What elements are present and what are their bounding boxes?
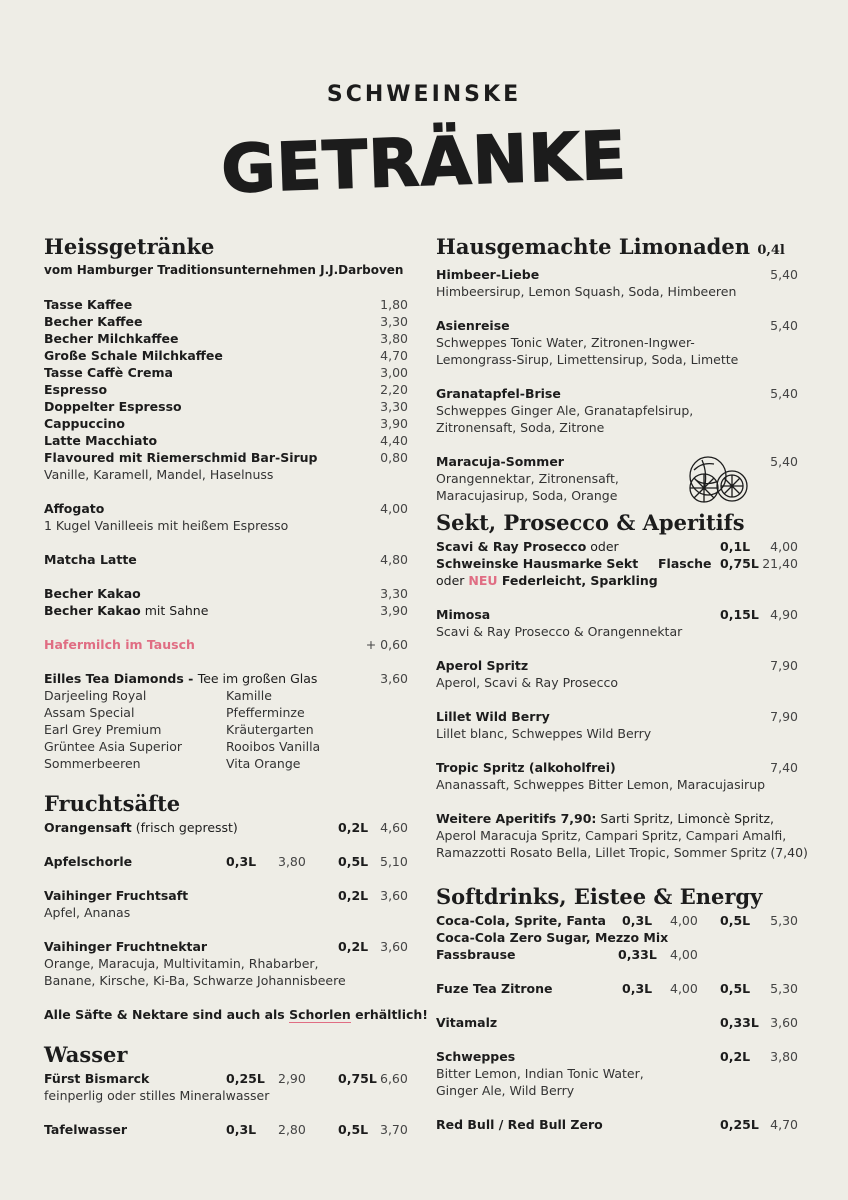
- menu-item: Asienreise 5,40: [436, 318, 798, 333]
- tea-variety: Vita Orange: [226, 756, 301, 771]
- item-desc: Himbeersirup, Lemon Squash, Soda, Himbeeren: [436, 284, 737, 299]
- item-desc: Ananassaft, Schweppes Bitter Lemon, Maracujasirup: [436, 777, 766, 792]
- item-desc: Bitter Lemon, Indian Tonic Water,: [436, 1066, 644, 1081]
- heiss-list: [44, 296, 408, 466]
- menu-item-matcha: Matcha Latte 4,80: [44, 552, 408, 567]
- item-desc: Schweppes Tonic Water, Zitronen-Ingwer-: [436, 335, 695, 350]
- menu-item: Tasse Kaffee 1,80: [44, 297, 408, 312]
- item-desc: Aperol, Scavi & Ray Prosecco: [436, 675, 619, 690]
- menu-item-fuze-tea: Fuze Tea Zitrone 0,3L 4,00 0,5L 5,30: [436, 981, 798, 996]
- menu-item: Latte Macchiato 4,40: [44, 433, 408, 448]
- menu-item: Tasse Caffè Crema 3,00: [44, 365, 408, 380]
- menu-item-weitere-aperitifs: Weitere Aperitifs 7,90: Sarti Spritz, Limoncè Spritz,: [436, 811, 775, 826]
- item-desc: Zitronensaft, Soda, Zitrone: [436, 420, 605, 435]
- section-title-wasser: Wasser: [44, 1042, 128, 1067]
- menu-item-tafelwasser: Tafelwasser 0,3L 2,80 0,5L 3,70: [44, 1122, 408, 1137]
- menu-item: Maracuja-Sommer 5,40: [436, 454, 798, 469]
- item-desc: Lemongrass-Sirup, Limettensirup, Soda, Limette: [436, 352, 739, 367]
- section-title-softdrinks: Softdrinks, Eistee & Energy: [436, 884, 763, 909]
- menu-item-kakao-sahne: Becher Kakao mit Sahne 3,90: [44, 603, 408, 618]
- menu-item-scavi: Scavi & Ray Prosecco oder 0,1L 4,00: [436, 539, 798, 554]
- menu-item: Cappuccino 3,90: [44, 416, 408, 431]
- item-desc: Maracujasirup, Soda, Orange: [436, 488, 618, 503]
- tea-varieties: [44, 687, 408, 772]
- menu-item-mimosa: Mimosa 0,15L 4,90: [436, 607, 798, 622]
- left-column: [44, 232, 428, 1138]
- item-desc: Orange, Maracuja, Multivitamin, Rhabarber,: [44, 956, 319, 971]
- menu-item-schweppes: Schweppes 0,2L 3,80: [436, 1049, 798, 1064]
- brand-logo: SCHWEINSKE: [326, 82, 522, 107]
- menu-item: Himbeer-Liebe 5,40: [436, 267, 798, 282]
- menu-item-tropic-spritz: Tropic Spritz (alkoholfrei) 7,40: [436, 760, 798, 775]
- section-title-sekt: Sekt, Prosecco & Aperitifs: [436, 510, 745, 535]
- menu-item-fruchtsaft: Vaihinger Fruchtsaft 0,2L 3,60: [44, 888, 408, 903]
- item-desc: 1 Kugel Vanilleeis mit heißem Espresso: [44, 518, 289, 533]
- tea-variety: Rooibos Vanilla: [226, 739, 321, 754]
- section-title-fruchtsaefte: Fruchtsäfte: [44, 791, 181, 816]
- tea-variety: Sommerbeeren: [44, 756, 141, 771]
- menu-item-federleicht: oder NEU Federleicht, Sparkling: [436, 573, 658, 588]
- menu-item-tea: Eilles Tea Diamonds - Tee im großen Glas 3,60: [44, 671, 408, 686]
- menu-item: Becher Kaffee 3,30: [44, 314, 408, 329]
- right-column: [436, 232, 808, 1133]
- menu-item-red-bull: Red Bull / Red Bull Zero 0,25L 4,70: [436, 1117, 798, 1132]
- tea-variety: Darjeeling Royal: [44, 688, 147, 703]
- menu-item: Doppelter Espresso 3,30: [44, 399, 408, 414]
- menu-item-hausmarke-sekt: Schweinske Hausmarke Sekt Flasche 0,75L 21,40: [436, 556, 798, 571]
- menu-item-cola: Coca-Cola, Sprite, Fanta 0,3L 4,00 0,5L 5,30: [436, 913, 798, 928]
- menu-item: Espresso 2,20: [44, 382, 408, 397]
- item-desc: Orangennektar, Zitronensaft,: [436, 471, 619, 486]
- menu-item-fassbrause: Fassbrause 0,33L 4,00: [436, 947, 698, 962]
- section-title-limonaden: Hausgemachte Limonaden 0,4l: [436, 234, 785, 259]
- menu-item-fruchtnektar: Vaihinger Fruchtnektar 0,2L 3,60: [44, 939, 408, 954]
- menu-item-cola-zero: Coca-Cola Zero Sugar, Mezzo Mix: [436, 930, 669, 945]
- menu-item: Große Schale Milchkaffee 4,70: [44, 348, 408, 363]
- menu-item-orangensaft: Orangensaft (frisch gepresst) 0,2L 4,60: [44, 820, 408, 835]
- lemon-illustration-icon: [684, 452, 752, 506]
- item-desc: Banane, Kirsche, Ki-Ba, Schwarze Johannisbeere: [44, 973, 346, 988]
- tea-variety: Pfefferminze: [226, 705, 305, 720]
- item-desc: Apfel, Ananas: [44, 905, 131, 920]
- menu-item-vitamalz: Vitamalz 0,33L 3,60: [436, 1015, 798, 1030]
- item-desc: feinperlig oder stilles Mineralwasser: [44, 1088, 270, 1103]
- tea-variety: Assam Special: [44, 705, 135, 720]
- tea-variety: Kräutergarten: [226, 722, 314, 737]
- page-title: GETRÄNKE: [219, 116, 629, 209]
- item-desc: Ginger Ale, Wild Berry: [436, 1083, 575, 1098]
- item-desc: Schweppes Ginger Ale, Granatapfelsirup,: [436, 403, 694, 418]
- item-desc: Lillet blanc, Schweppes Wild Berry: [436, 726, 652, 741]
- menu-item-fuerst-bismarck: Fürst Bismarck 0,25L 2,90 0,75L 6,60: [44, 1071, 408, 1086]
- item-desc: Aperol Maracuja Spritz, Campari Spritz, Campari Amalfi,: [436, 828, 787, 843]
- menu-item-kakao: Becher Kakao 3,30: [44, 586, 408, 601]
- menu-item-lillet: Lillet Wild Berry 7,90: [436, 709, 798, 724]
- schorlen-note: Alle Säfte & Nektare sind auch als Schorlen erhältlich!: [44, 1007, 428, 1022]
- menu-item-apfelschorle: Apfelschorle 0,3L 3,80 0,5L 5,10: [44, 854, 408, 869]
- flavour-desc: Vanille, Karamell, Mandel, Haselnuss: [44, 467, 274, 482]
- menu-item-hafermilch: Hafermilch im Tausch + 0,60: [44, 637, 408, 652]
- menu-item: Flavoured mit Riemerschmid Bar-Sirup 0,80: [44, 450, 408, 465]
- menu-item: Granatapfel-Brise 5,40: [436, 386, 798, 401]
- item-desc: Scavi & Ray Prosecco & Orangennektar: [436, 624, 683, 639]
- menu-item: Becher Milchkaffee 3,80: [44, 331, 408, 346]
- menu-item-aperol-spritz: Aperol Spritz 7,90: [436, 658, 798, 673]
- tea-variety: Earl Grey Premium: [44, 722, 162, 737]
- item-desc: Ramazzotti Rosato Bella, Lillet Tropic, Sommer Spritz (7,40): [436, 845, 808, 860]
- menu-item-affogato: Affogato 4,00: [44, 501, 408, 516]
- section-subtitle: vom Hamburger Traditionsunternehmen J.J.Darboven: [44, 263, 404, 277]
- tea-variety: Grüntee Asia Superior: [44, 739, 182, 754]
- section-title-heissgetraenke: Heissgetränke: [44, 234, 215, 259]
- tea-variety: Kamille: [226, 688, 272, 703]
